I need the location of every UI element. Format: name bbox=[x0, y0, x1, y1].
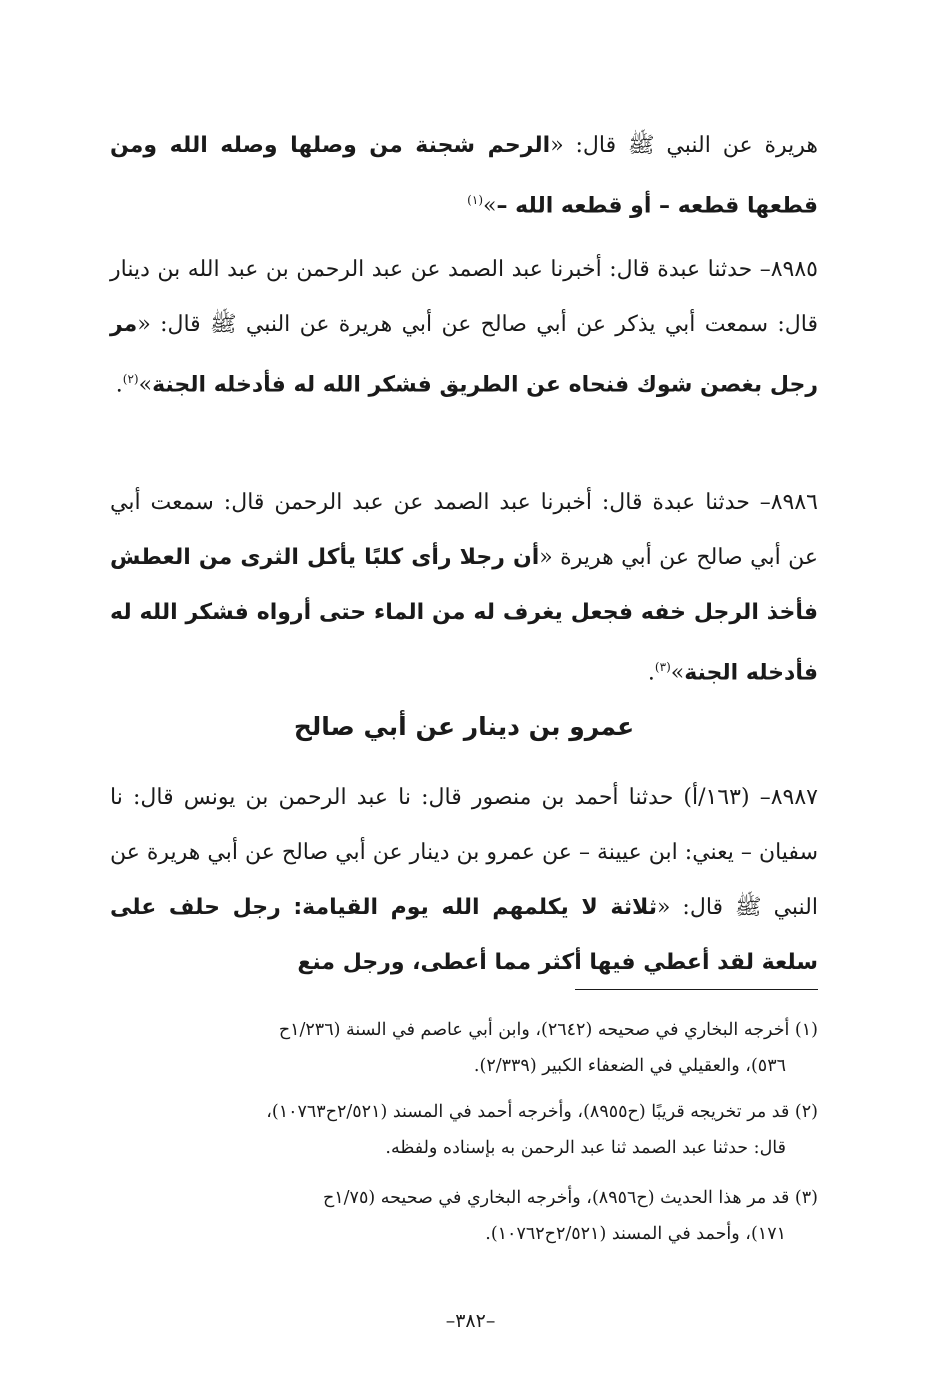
footnote-separator bbox=[575, 989, 818, 990]
page-number: –٣٨٢– bbox=[445, 1310, 496, 1332]
hadith-quote: الرحم شجنة من وصلها وصله الله ومن قطعها قطعه – أو قطعه الله – bbox=[110, 133, 818, 219]
sentence-end: . bbox=[647, 660, 655, 686]
footnote-1 bbox=[110, 1012, 818, 1084]
hadith-intro: هريرة عن النبي ﷺ قال: « bbox=[550, 133, 818, 158]
quote-close: » bbox=[670, 660, 685, 686]
hadith-paragraph-8986 bbox=[110, 475, 818, 700]
hadith-paragraph-1 bbox=[110, 118, 818, 233]
hadith-quote: مر رجل بغصن شوك فنحاه عن الطريق فشكر الله له فأدخله الجنة bbox=[110, 312, 818, 398]
footnote-line: (٢) قد مر تخريجه قريبًا (ح٨٩٥٥)، وأخرجه أحمد في المسند (٢/٥٢١ح١٠٧٦٣)، bbox=[266, 1102, 818, 1122]
hadith-paragraph-8985 bbox=[110, 242, 818, 412]
hadith-quote: أن رجلا رأى كلبًا يأكل الثرى من العطش فأخذ الرجل خفه فجعل يغرف له من الماء حتى أرواه فشكر الله له فأدخله الجنة bbox=[110, 545, 818, 686]
footnote-line: ٥٣٦)، والعقيلي في الضعفاء الكبير (٢/٣٣٩). bbox=[473, 1056, 786, 1076]
footnote-2 bbox=[110, 1094, 818, 1166]
quote-close: » bbox=[483, 193, 497, 219]
footnote-line: (٣) قد مر هذا الحديث (ح٨٩٥٦)، وأخرجه البخاري في صحيحه (١/٧٥ح bbox=[322, 1188, 818, 1208]
hadith-intro: ٨٩٨٥– حدثنا عبدة قال: أخبرنا عبد الصمد عن عبد الرحمن بن عبد الله بن دينار قال: سمعت أبي يذكر عن أبي صالح عن أبي هريرة عن النبي ﷺ قال: « bbox=[110, 257, 818, 337]
footnote-ref: (٢) bbox=[122, 372, 139, 386]
sentence-end: . bbox=[115, 372, 123, 398]
hadith-intro: ٨٩٨٧– (١٦٣/أ) حدثنا أحمد بن منصور قال: نا عبد الرحمن بن يونس قال: نا سفيان – يعني: ابن عيينة – عن عمرو بن دينار عن أبي صالح عن أبي هريرة عن النبي ﷺ قال: « bbox=[110, 785, 818, 920]
footnote-line: ١٧١)، وأحمد في المسند (٢/٥٢١ح١٠٧٦٢). bbox=[485, 1224, 786, 1244]
footnote-line: قال: حدثنا عبد الصمد ثنا عبد الرحمن به بإسناده ولفظه. bbox=[385, 1138, 786, 1158]
footnote-ref: (١) bbox=[467, 193, 483, 207]
section-heading: عمرو بن دينار عن أبي صالح bbox=[293, 712, 635, 741]
quote-close: » bbox=[138, 372, 153, 398]
footnote-ref: (٣) bbox=[654, 660, 671, 674]
footnote-line: (١) أخرجه البخاري في صحيحه (٢٦٤٢)، وابن أبي عاصم في السنة (١/٢٣٦ح bbox=[278, 1020, 818, 1040]
hadith-intro: ٨٩٨٦– حدثنا عبدة قال: أخبرنا عبد الصمد عن عبد الرحمن قال: سمعت أبي عن أبي صالح عن أبي هريرة « bbox=[110, 490, 818, 570]
hadith-paragraph-8987 bbox=[110, 770, 818, 990]
hadith-quote: ثلاثة لا يكلمهم الله يوم القيامة: رجل حلف على سلعة لقد أعطي فيها أكثر مما أعطى، ورجل منع bbox=[110, 895, 818, 975]
footnote-3 bbox=[110, 1180, 818, 1252]
